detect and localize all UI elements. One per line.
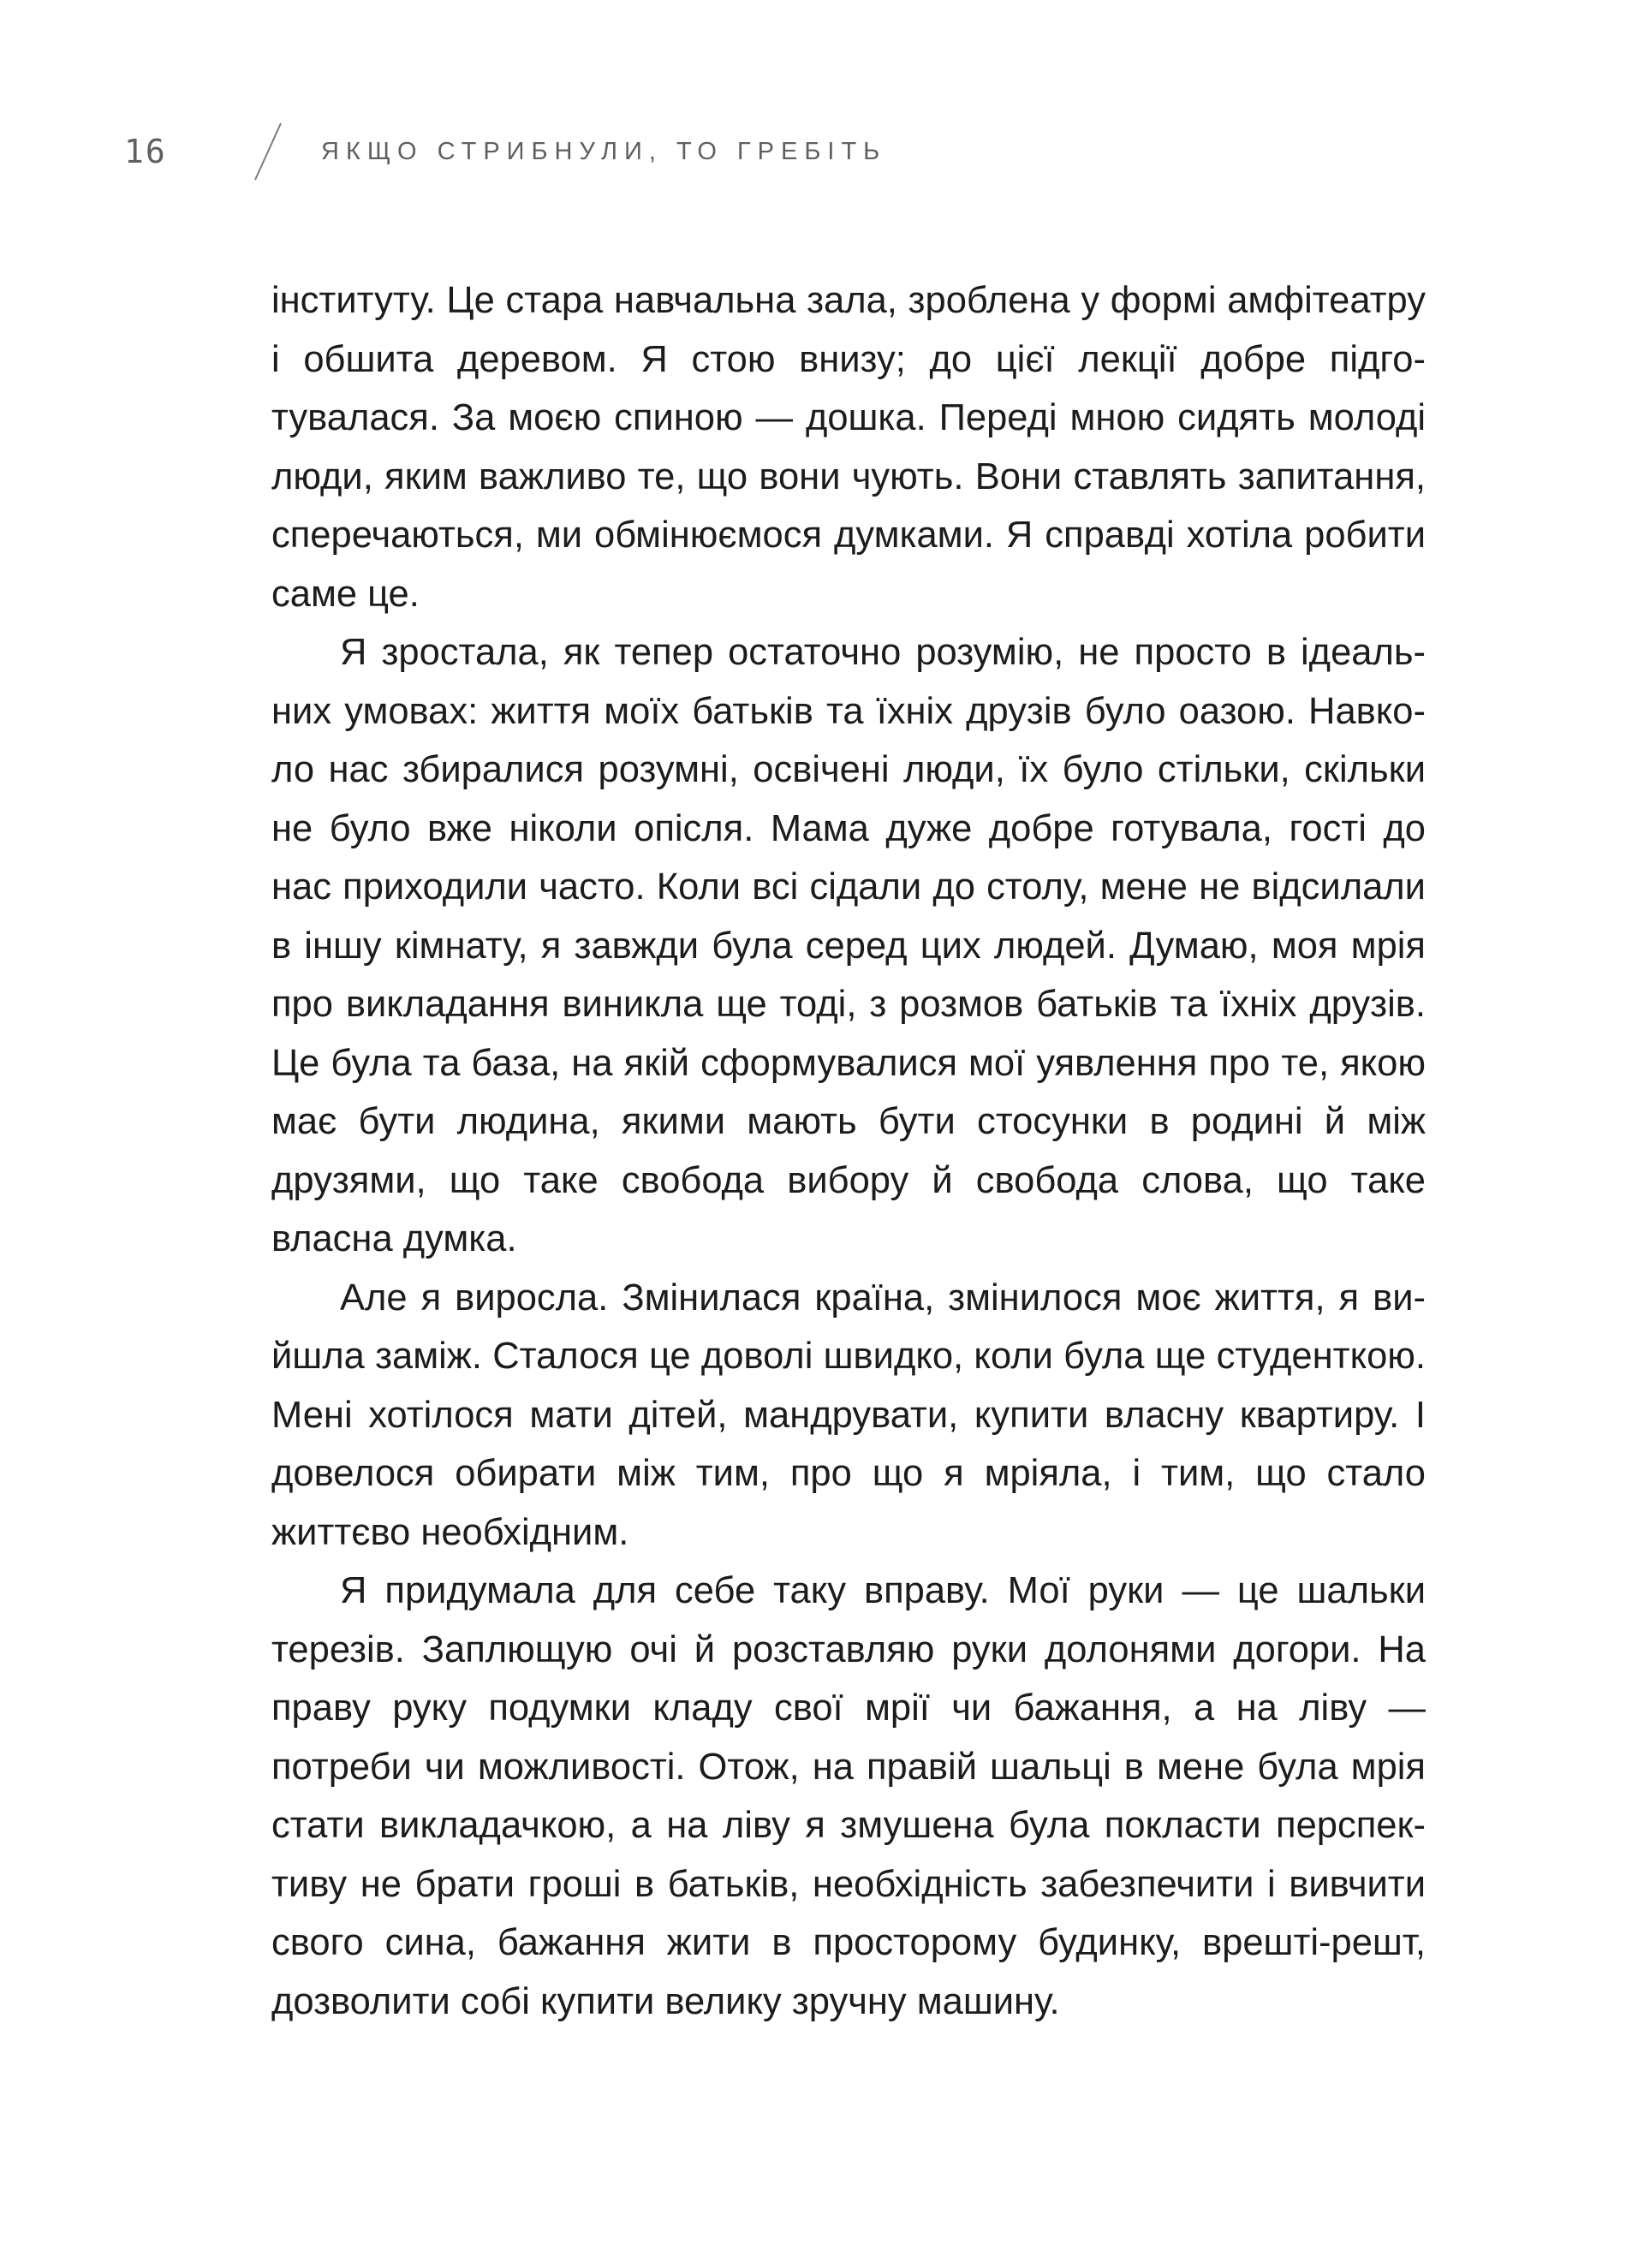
running-title: ЯКЩО СТРИБНУЛИ, ТО ГРЕБІТЬ (321, 137, 887, 165)
slash-divider-icon (253, 122, 283, 182)
paragraph-3: Але я виросла. Змінилася країна, змінилося моє життя, я вийшла заміж. Сталося це доволі швидко, коли була ще студенткою. Мені хотілося мати дітей, мандрувати, купити власну квартиру. І довелося обирати між тим, про що я мріяла, і тим, що стало життєво необхідним. (271, 1277, 1426, 1553)
body-text (271, 271, 1426, 2031)
running-head (124, 122, 886, 182)
paragraph-4: Я придумала для себе таку вправу. Мої руки — це шальки терезів. Заплющую очі й розставляю руки долонями догори. На праву руку подумки кладу свої мрії чи бажання, а на ліву — потреби чи можливості. Отож, на правій шальці в мене була мрія стати викладачкою, а на ліву я змушена була покласти перспективу не брати гроші в батьків, необхідність забезпечити і вивчити свого сина, бажання жити в просторому будинку, врешті-решт, дозволити собі купити велику зручну машину. (271, 1570, 1426, 2022)
paragraph-2: Я зростала, як тепер остаточно розумію, не просто в ідеальних умовах: життя моїх батьків та їхніх друзів було оазою. Навколо нас збиралися розумні, освічені люди, їх було стільки, скільки не було вже ніколи опісля. Мама дуже добре готувала, гості до нас приходили часто. Коли всі сідали до столу, мене не відсилали в іншу кімнату, я завжди була серед цих людей. Думаю, моя мрія про викладання виникла ще тоді, з розмов батьків та їхніх друзів. Це була та база, на якій сформувалися мої уявлення про те, якою має бути людина, якими мають бути стосунки в родині й між друзями, що таке свобода вибору й свобода слова, що таке власна думка. (271, 632, 1426, 1259)
page-number: 16 (124, 133, 167, 170)
paragraph-1: інституту. Це стара навчальна зала, зроблена у формі амфітеатру і обшита деревом. Я стою внизу; до цієї лекції добре підготувалася. За моєю спиною — дошка. Переді мною сидять молоді люди, яким важливо те, що вони чують. Вони ставлять запитання, сперечаються, ми обмінюємося думками. Я справді хотіла робити саме це. (271, 280, 1426, 615)
